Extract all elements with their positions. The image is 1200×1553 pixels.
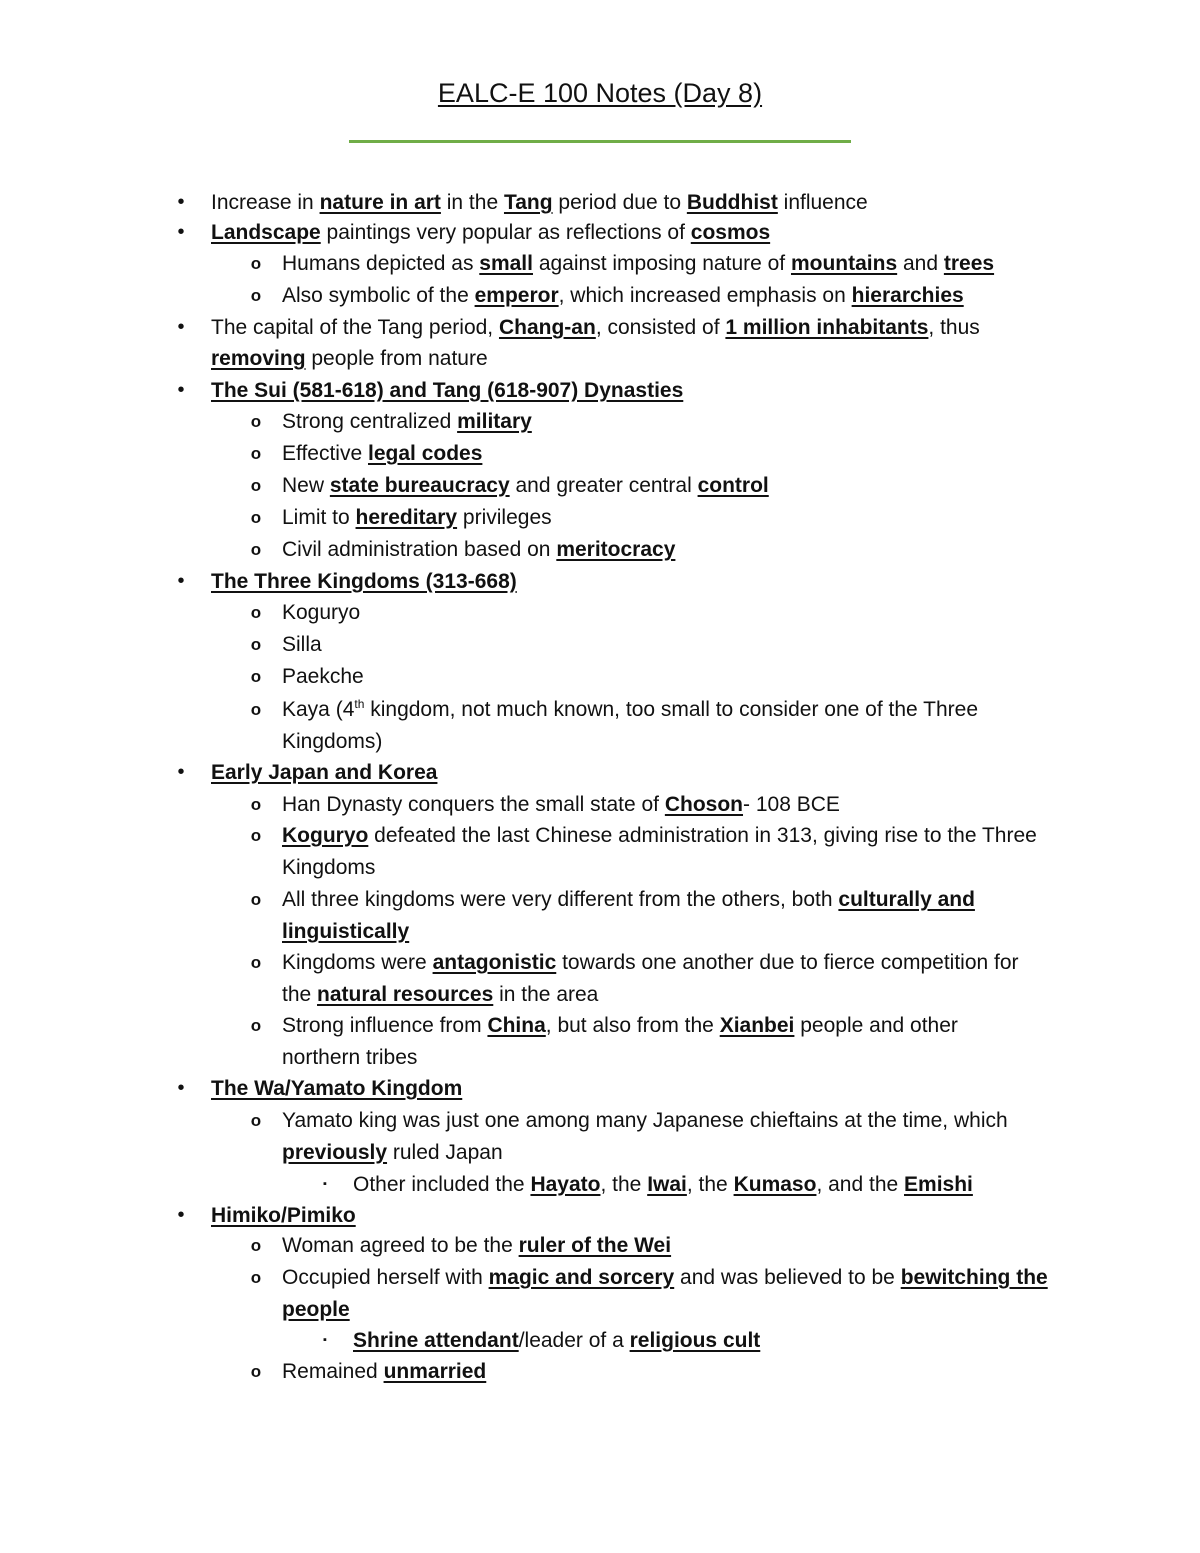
- key-term: hierarchies: [851, 284, 964, 307]
- key-term: Himiko/Pimiko: [211, 1204, 356, 1227]
- note-text: [211, 217, 770, 248]
- bullet-circle-icon: o: [250, 540, 262, 559]
- text-run: Yamato king was just one among many Japanese chieftains at the time, which: [282, 1109, 1008, 1132]
- text-run: and: [897, 252, 944, 275]
- note-text: [282, 248, 994, 279]
- bullet-disc-icon: •: [177, 379, 185, 401]
- note-text: [282, 1230, 671, 1261]
- bullet-circle-icon: o: [250, 476, 262, 495]
- bullet-disc-icon: •: [177, 191, 185, 213]
- bullet-square-icon: ▪: [323, 1334, 327, 1346]
- text-run: privileges: [457, 506, 552, 529]
- text-run: people from nature: [305, 347, 488, 370]
- key-term: state bureaucracy: [329, 474, 510, 497]
- note-text: [282, 820, 1037, 851]
- text-run: Strong influence from: [282, 1014, 488, 1037]
- key-term: The Sui (581-618) and Tang (618-907) Dynasties: [211, 379, 684, 402]
- superscript: th: [354, 697, 365, 711]
- key-term: Tang: [503, 191, 553, 214]
- note-text: [282, 438, 482, 469]
- key-term: Kumaso: [733, 1173, 817, 1196]
- text-run: New: [282, 474, 330, 497]
- key-term: previously: [282, 1141, 388, 1164]
- key-term: Shrine attendant: [353, 1329, 519, 1352]
- note-text: [211, 187, 868, 218]
- key-term: Emishi: [904, 1173, 973, 1196]
- text-run: kingdom, not much known, too small to consider one of the Three: [364, 698, 979, 721]
- bullet-circle-icon: o: [250, 508, 262, 527]
- note-text: [282, 280, 964, 311]
- note-text: [282, 694, 978, 725]
- text-run: , which increased emphasis on: [558, 284, 852, 307]
- bullet-circle-icon: o: [250, 795, 262, 814]
- key-term: mountains: [790, 252, 898, 275]
- key-term: religious cult: [629, 1329, 761, 1352]
- bullet-circle-icon: o: [250, 412, 262, 431]
- key-term: military: [457, 410, 532, 433]
- note-text: [282, 1294, 350, 1325]
- note-text: [282, 470, 769, 501]
- note-text: [282, 597, 360, 628]
- text-run: Strong centralized: [282, 410, 458, 433]
- text-run: in the area: [493, 983, 599, 1006]
- key-term: natural resources: [317, 983, 494, 1006]
- key-term: Early Japan and Korea: [211, 761, 438, 784]
- key-term: cosmos: [690, 221, 771, 244]
- note-text: [282, 406, 532, 437]
- key-term: Chang-an: [498, 316, 596, 339]
- bullet-circle-icon: o: [250, 1111, 262, 1130]
- key-term: ruler of the Wei: [518, 1234, 672, 1257]
- note-text: [282, 947, 1019, 978]
- bullet-circle-icon: o: [250, 953, 262, 972]
- text-run: , the: [686, 1173, 734, 1196]
- key-term: bewitching the: [900, 1266, 1048, 1289]
- note-text: [282, 1010, 958, 1041]
- text-run: period due to: [552, 191, 687, 214]
- note-text: [282, 502, 552, 533]
- note-text: [211, 757, 437, 788]
- note-text: [282, 1137, 503, 1168]
- key-term: legal codes: [368, 442, 483, 465]
- text-run: Kingdoms were: [282, 951, 433, 974]
- text-run: , thus: [928, 316, 980, 339]
- text-run: people and other: [794, 1014, 958, 1037]
- key-term: people: [282, 1298, 350, 1321]
- bullet-square-icon: ▪: [323, 1178, 327, 1190]
- note-text: [282, 884, 975, 915]
- bullet-disc-icon: •: [177, 316, 185, 338]
- text-run: Woman agreed to be the: [282, 1234, 519, 1257]
- key-term: The Three Kingdoms (313-668): [211, 570, 517, 593]
- bullet-disc-icon: •: [177, 761, 185, 783]
- key-term: Landscape: [211, 221, 321, 244]
- text-run: Civil administration based on: [282, 538, 557, 561]
- bullet-circle-icon: o: [250, 1016, 262, 1035]
- key-term: control: [697, 474, 769, 497]
- note-text: [282, 1042, 417, 1073]
- note-text: [282, 629, 322, 660]
- text-run: Effective: [282, 442, 368, 465]
- key-term: unmarried: [383, 1360, 487, 1383]
- key-term: linguistically: [282, 920, 410, 943]
- key-term: The Wa/Yamato Kingdom: [211, 1077, 463, 1100]
- key-term: hereditary: [355, 506, 458, 529]
- text-run: , consisted of: [595, 316, 726, 339]
- key-term: Choson: [664, 793, 744, 816]
- note-text: [211, 312, 980, 343]
- bullet-circle-icon: o: [250, 1236, 262, 1255]
- key-term: emperor: [474, 284, 559, 307]
- text-run: against imposing nature of: [532, 252, 791, 275]
- text-run: - 108 BCE: [743, 793, 840, 816]
- key-term: Iwai: [647, 1173, 687, 1196]
- text-run: northern tribes: [282, 1046, 418, 1069]
- text-run: , but also from the: [545, 1014, 720, 1037]
- bullet-disc-icon: •: [177, 1077, 185, 1099]
- note-text: [211, 566, 517, 597]
- key-term: 1 million inhabitants: [725, 316, 929, 339]
- text-run: influence: [777, 191, 868, 214]
- bullet-circle-icon: o: [250, 1362, 262, 1381]
- bullet-circle-icon: o: [250, 667, 262, 686]
- text-run: , and the: [816, 1173, 905, 1196]
- bullet-circle-icon: o: [250, 1268, 262, 1287]
- key-term: Hayato: [530, 1173, 601, 1196]
- note-text: [282, 1105, 1008, 1136]
- bullet-circle-icon: o: [250, 603, 262, 622]
- note-text: [211, 343, 488, 374]
- key-term: small: [479, 252, 533, 275]
- key-term: culturally and: [838, 888, 975, 911]
- key-term: meritocracy: [556, 538, 676, 561]
- bullet-circle-icon: o: [250, 286, 262, 305]
- key-term: Xianbei: [719, 1014, 795, 1037]
- text-run: Koguryo: [282, 601, 361, 624]
- note-text: [282, 979, 598, 1010]
- text-run: Also symbolic of the: [282, 284, 475, 307]
- text-run: , the: [600, 1173, 648, 1196]
- text-run: Remained: [282, 1360, 384, 1383]
- text-run: The capital of the Tang period,: [211, 316, 499, 339]
- page-title: EALC-E 100 Notes (Day 8): [437, 78, 763, 108]
- note-text: [282, 1262, 1048, 1293]
- note-text: [353, 1325, 760, 1356]
- text-run: towards one another due to fierce competition for: [556, 951, 1019, 974]
- text-run: the: [282, 983, 318, 1006]
- note-text: [282, 1356, 486, 1387]
- key-term: Buddhist: [686, 191, 778, 214]
- bullet-circle-icon: o: [250, 444, 262, 463]
- text-run: Humans depicted as: [282, 252, 480, 275]
- note-text: [211, 1200, 356, 1231]
- text-run: paintings very popular as reflections of: [320, 221, 691, 244]
- text-run: Han Dynasty conquers the small state of: [282, 793, 665, 816]
- bullet-circle-icon: o: [250, 635, 262, 654]
- text-run: Kingdoms): [282, 730, 383, 753]
- key-term: nature in art: [319, 191, 441, 214]
- text-run: and was believed to be: [674, 1266, 901, 1289]
- bullet-circle-icon: o: [250, 254, 262, 273]
- text-run: defeated the last Chinese administration in 313, giving rise to the Three: [368, 824, 1037, 847]
- bullet-circle-icon: o: [250, 890, 262, 909]
- note-text: [282, 661, 364, 692]
- text-run: ruled Japan: [387, 1141, 503, 1164]
- key-term: removing: [211, 347, 306, 370]
- key-term: China: [487, 1014, 546, 1037]
- bullet-disc-icon: •: [177, 1204, 185, 1226]
- text-run: /leader of a: [518, 1329, 630, 1352]
- text-run: in the: [440, 191, 504, 214]
- key-term: antagonistic: [432, 951, 557, 974]
- note-text: [282, 534, 675, 565]
- bullet-disc-icon: •: [177, 570, 185, 592]
- text-run: All three kingdoms were very different from the others, both: [282, 888, 839, 911]
- note-text: [211, 375, 683, 406]
- text-run: Paekche: [282, 665, 364, 688]
- note-text: [282, 789, 840, 820]
- title-divider: [349, 140, 851, 143]
- text-run: Other included the: [353, 1173, 531, 1196]
- text-run: Kaya (4: [282, 698, 355, 721]
- note-text: [282, 852, 375, 883]
- text-run: Limit to: [282, 506, 356, 529]
- key-term: trees: [943, 252, 995, 275]
- text-run: Occupied herself with: [282, 1266, 489, 1289]
- text-run: Silla: [282, 633, 322, 656]
- bullet-circle-icon: o: [250, 700, 262, 719]
- text-run: and greater central: [509, 474, 698, 497]
- note-text: [353, 1169, 973, 1200]
- bullet-circle-icon: o: [250, 826, 262, 845]
- text-run: Increase in: [211, 191, 320, 214]
- note-text: [282, 726, 382, 757]
- note-text: [211, 1073, 462, 1104]
- key-term: magic and sorcery: [488, 1266, 675, 1289]
- key-term: Koguryo: [282, 824, 369, 847]
- bullet-disc-icon: •: [177, 221, 185, 243]
- note-text: [282, 916, 409, 947]
- text-run: Kingdoms: [282, 856, 376, 879]
